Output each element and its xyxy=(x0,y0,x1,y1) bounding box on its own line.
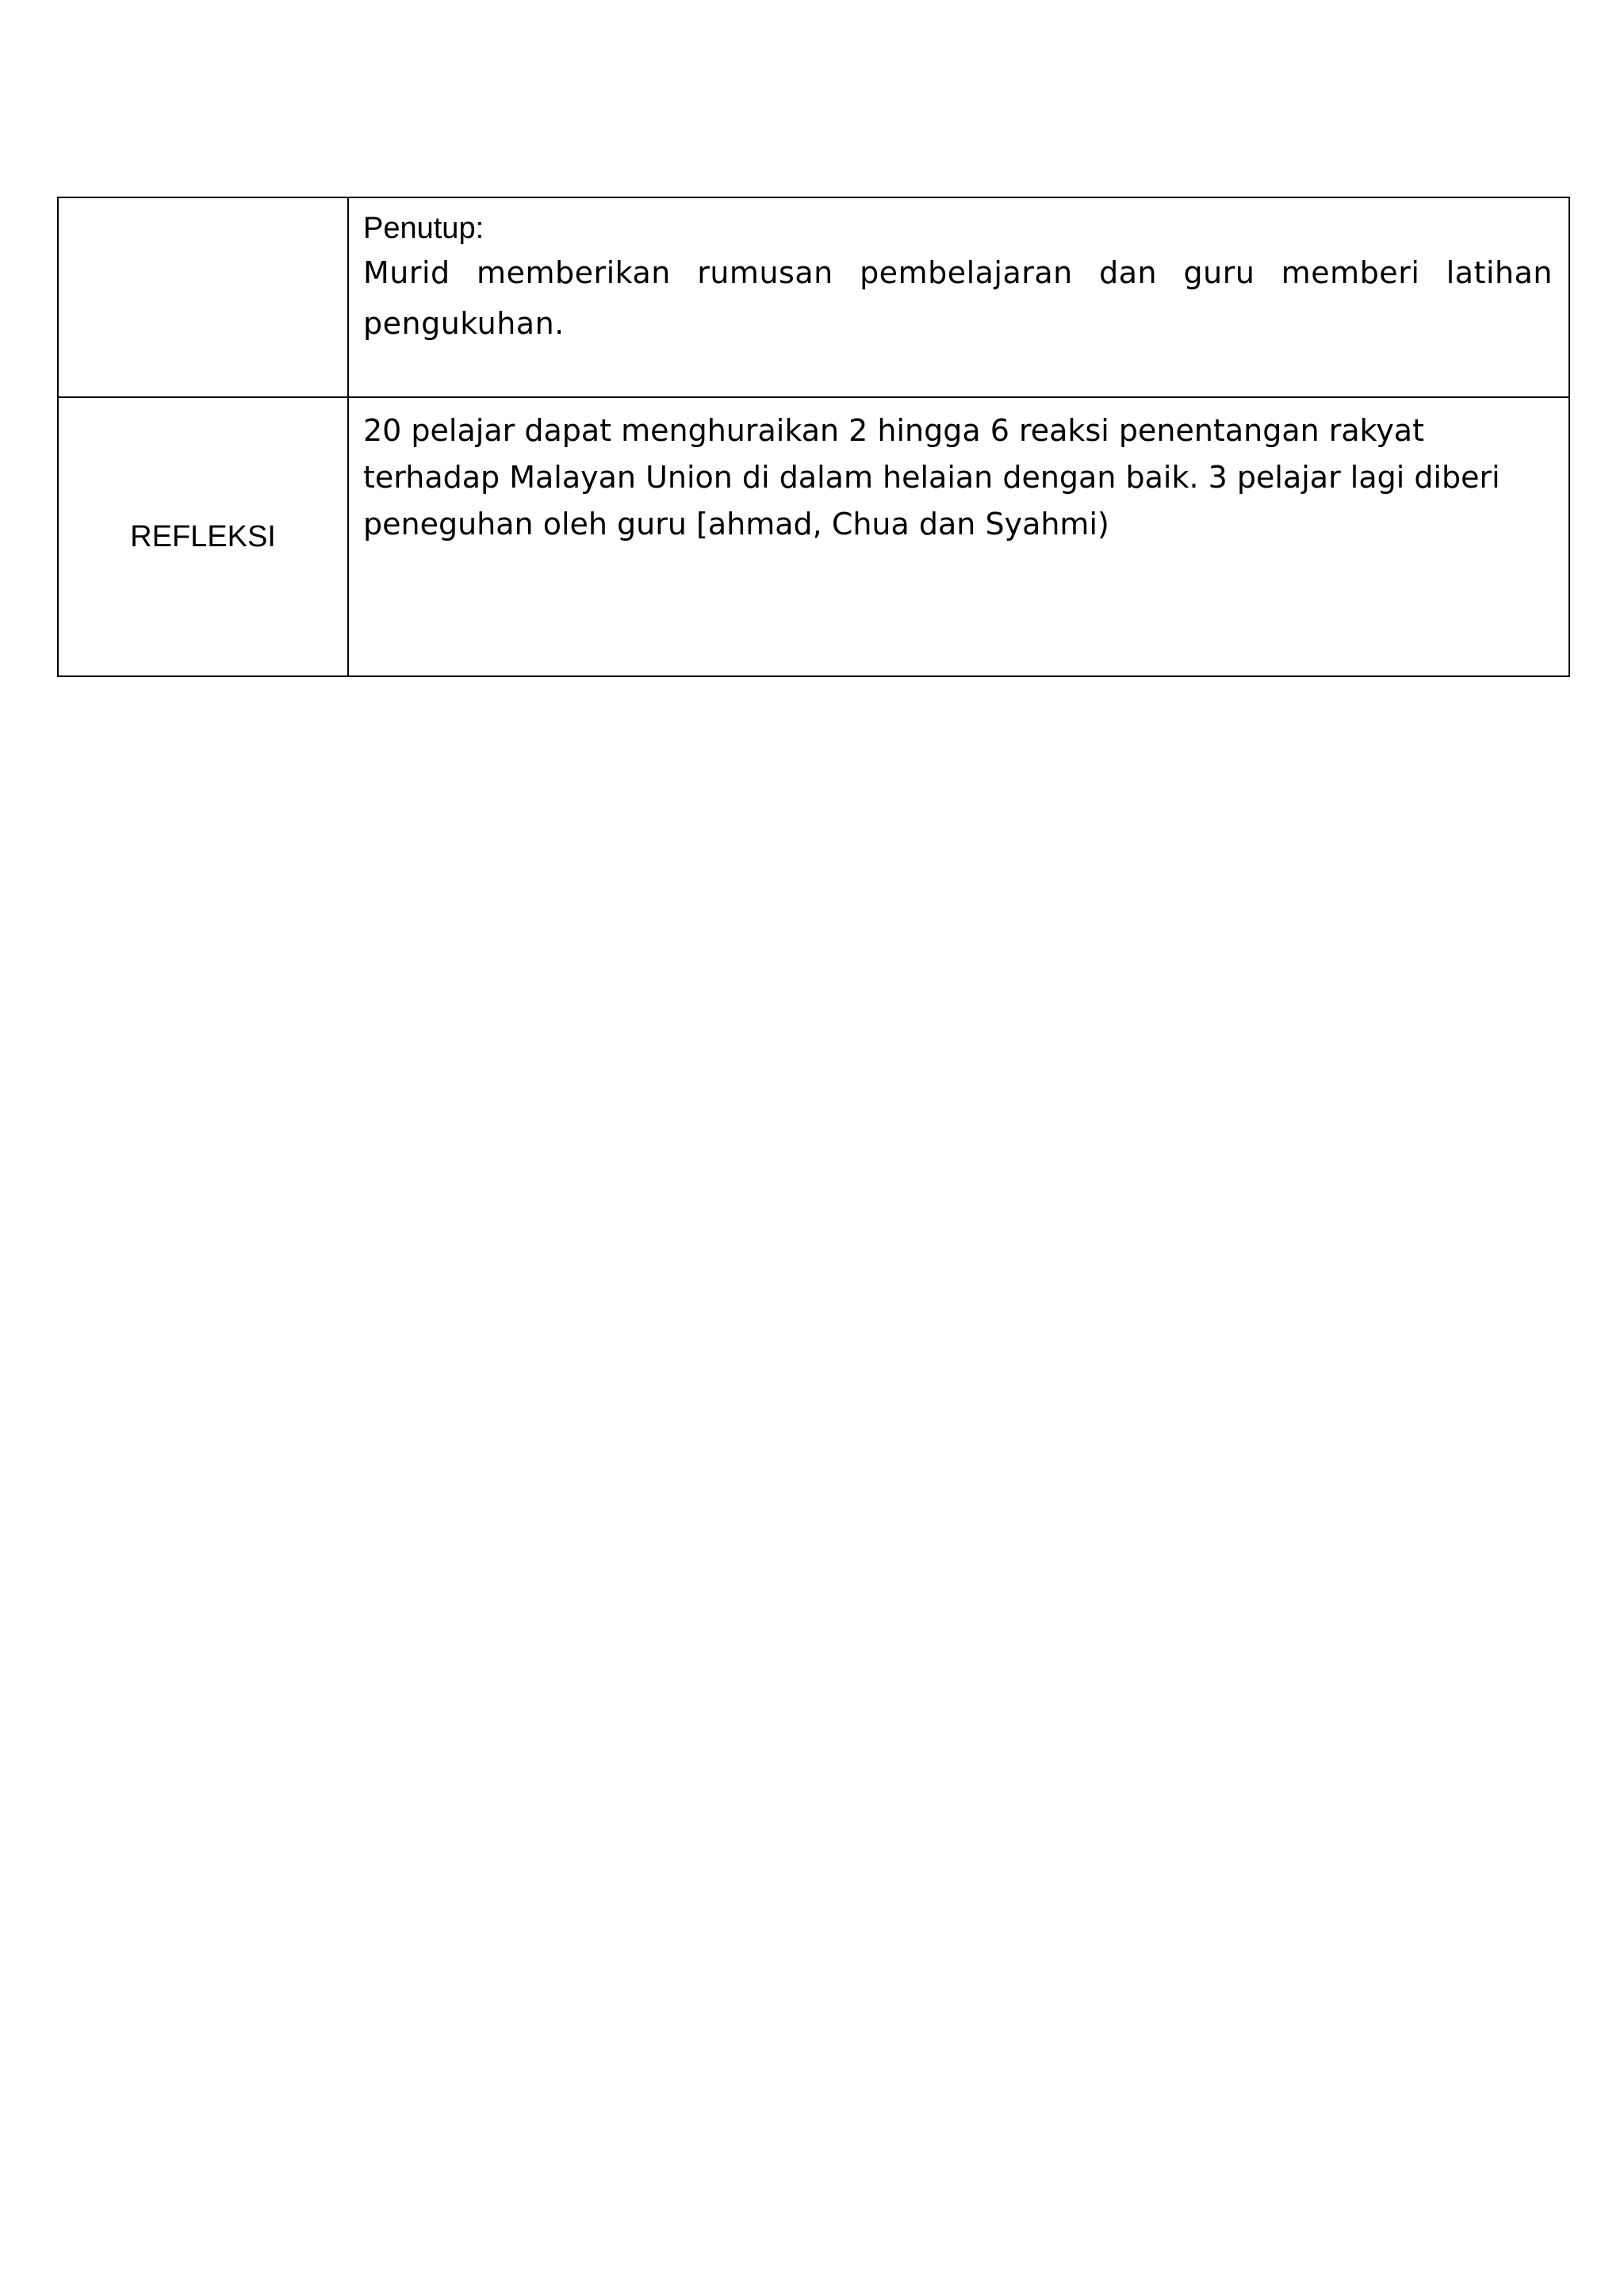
reflection-label-cell xyxy=(58,397,348,676)
reflection-row xyxy=(58,397,1569,676)
closing-content-cell xyxy=(348,197,1569,397)
reflection-content-cell xyxy=(348,397,1569,676)
closing-heading: Penutup: xyxy=(363,212,485,245)
reflection-text: 20 pelajar dapat menghuraikan 2 hingga 6 reaksi penentangan rakyat terhadap Malayan Union di dalam helaian dengan baik. 3 pelajar lagi diberi peneguhan oleh guru [ahmad, Chua dan Syahmi) xyxy=(363,413,1500,541)
closing-label-cell xyxy=(58,197,348,397)
reflection-label: REFLEKSI xyxy=(130,519,276,553)
closing-text: Murid memberikan rumusan pembelajaran dan guru memberi latihan pengukuhan. xyxy=(363,255,1553,341)
closing-row xyxy=(58,197,1569,397)
lesson-plan-table xyxy=(57,197,1570,677)
